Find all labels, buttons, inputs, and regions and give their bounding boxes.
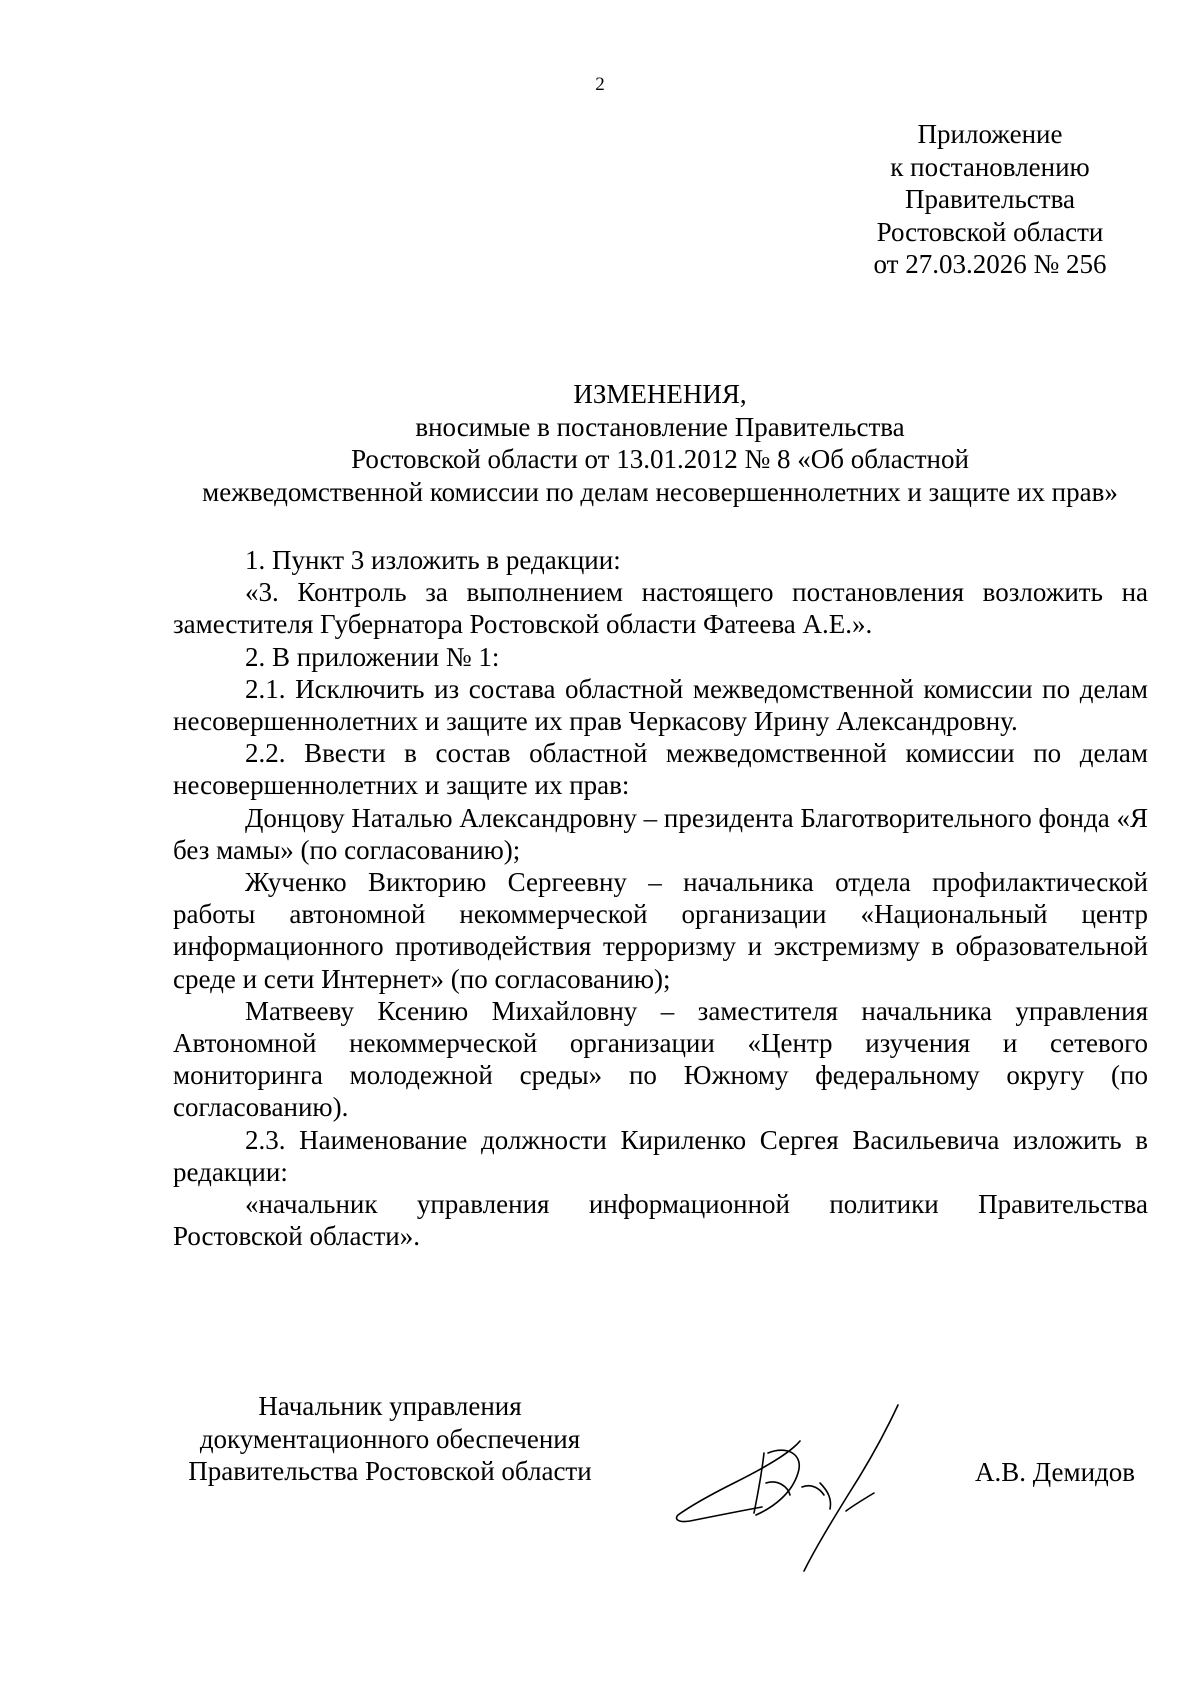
handwritten-signature — [670, 1395, 960, 1575]
appendix-line: Приложение — [917, 119, 1063, 149]
paragraph: 2.1. Исключить из состава областной межведомственной комиссии по делам несовершеннолетних и защите их прав Черкасову Ирину Александровну. — [173, 673, 1148, 737]
paragraph: «3. Контроль за выполнением настоящего постановления возложить на заместителя Губернатора Ростовской области Фатеева А.Е.». — [173, 577, 1148, 640]
paragraph: 1. Пункт 3 изложить в редакции: — [245, 545, 621, 575]
paragraph: Донцову Наталью Александровну – президента Благотворительного фонда «Я без мамы» (по согласованию); — [173, 802, 1148, 865]
paragraph: Матвееву Ксению Михайловну – заместителя начальника управления Автономной некоммерческой организации «Центр изучения и сетевого мониторинга молодежной среды» по Южному федеральному округу (по согласованию). — [173, 995, 1148, 1123]
appendix-line: от 27.03.2026 № 256 — [873, 249, 1107, 279]
signatory-name: А.В. Демидов — [975, 1457, 1136, 1487]
heading-line: Ростовской области от 13.01.2012 № 8 «Об областной — [351, 444, 969, 474]
paragraph: Жученко Викторию Сергеевну – начальника отдела профилактической работы автономной некоммерческой организации «Национальный центр информационного противодействия терроризму и экстремизму в образовательной среде и сети Интернет» (по согласованию); — [173, 867, 1148, 994]
paragraph: «начальник управления информационной политики Правительства Ростовской области». — [173, 1189, 1148, 1252]
heading-line: межведомственной комиссии по делам несовершеннолетних и защите их прав» — [202, 476, 1118, 507]
signatory-position — [170, 1390, 610, 1488]
appendix-header — [840, 118, 1140, 281]
appendix-line: Правительства — [905, 184, 1075, 214]
paragraph: 2. В приложении № 1: — [245, 641, 500, 672]
page-number: 2 — [595, 74, 605, 95]
paragraph: 2.3. Наименование должности Кириленко Сергея Васильевича изложить в редакции: — [173, 1124, 1148, 1187]
document-heading — [170, 378, 1150, 508]
signatory-position-line: Начальник управления — [258, 1391, 522, 1421]
heading-line: вносимые в постановление Правительства — [415, 411, 905, 442]
signatory-position-line: Правительства Ростовской области — [188, 1456, 592, 1486]
document-body — [173, 544, 1148, 1252]
paragraph: 2.2. Ввести в состав областной межведомственной комиссии по делам несовершеннолетних и защите их прав: — [173, 738, 1148, 801]
appendix-line: Ростовской области — [876, 216, 1104, 247]
appendix-line: к постановлению — [890, 151, 1090, 182]
document-title: ИЗМЕНЕНИЯ, — [573, 379, 747, 409]
signatory-position-line: документационного обеспечения — [199, 1423, 581, 1454]
